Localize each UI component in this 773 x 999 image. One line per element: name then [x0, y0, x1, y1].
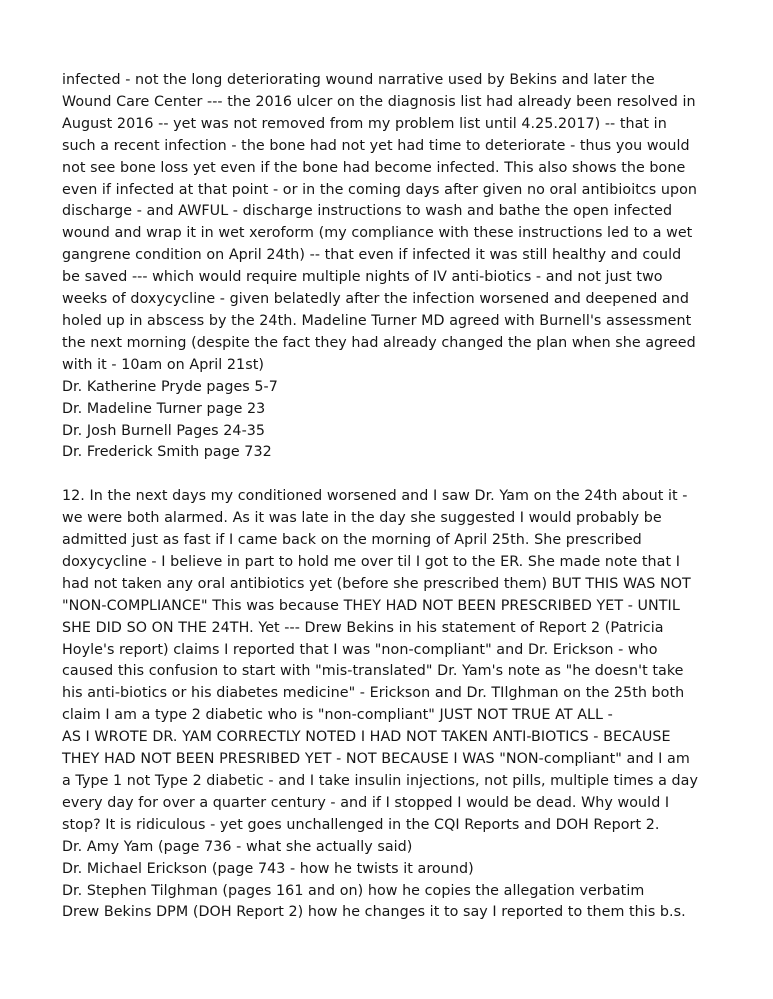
text-line: stop? It is ridiculous - yet goes unchallenged in the CQI Reports and DOH Report 2.	[62, 816, 660, 833]
text-line: caused this confusion to start with "mis-translated" Dr. Yam's note as "he doesn't take	[62, 663, 684, 680]
text-line: such a recent infection - the bone had not yet had time to deteriorate - thus you would	[62, 137, 690, 154]
text-line: be saved --- which would require multiple nights of IV anti-biotics - and not just two	[62, 269, 663, 286]
text-line: infected - not the long deteriorating wound narrative used by Bekins and later the	[62, 72, 655, 88]
text-line: not see bone loss yet even if the bone had become infected. This also shows the bone	[62, 159, 686, 176]
text-line: wound and wrap it in wet xeroform (my compliance with these instructions led to a wet	[62, 225, 693, 242]
reference-item: Dr. Katherine Pryde pages 5-7	[62, 378, 278, 395]
text-line: August 2016 -- yet was not removed from my problem list until 4.25.2017) -- that in	[62, 115, 667, 132]
text-line: with it - 10am on April 21st)	[62, 356, 264, 373]
paragraph-continuation	[62, 70, 710, 377]
text-line: the next morning (despite the fact they had already changed the plan when she agreed	[62, 334, 696, 351]
text-line: 12. In the next days my conditioned worsened and I saw Dr. Yam on the 24th about it -	[62, 488, 688, 505]
document-page	[62, 70, 710, 924]
reference-item: Drew Bekins DPM (DOH Report 2) how he changes it to say I reported to them this b.s.	[62, 904, 686, 921]
paragraph-spacer	[62, 464, 710, 486]
text-line: even if infected at that point - or in the coming days after given no oral antibioitcs upon	[62, 181, 698, 198]
reference-item: Dr. Stephen Tilghman (pages 161 and on) how he copies the allegation verbatim	[62, 882, 645, 899]
reference-item: Dr. Amy Yam (page 736 - what she actually said)	[62, 838, 413, 855]
text-line: Wound Care Center --- the 2016 ulcer on the diagnosis list had already been resolved in	[62, 93, 696, 110]
reference-list-1	[62, 377, 710, 465]
text-line: weeks of doxycycline - given belatedly after the infection worsened and deepened and	[62, 291, 690, 308]
text-line: had not taken any oral antibiotics yet (before she prescribed them) BUT THIS WAS NOT	[62, 575, 691, 592]
reference-item: Dr. Josh Burnell Pages 24-35	[62, 422, 266, 439]
reference-item: Dr. Frederick Smith page 732	[62, 444, 272, 461]
paragraph-12	[62, 486, 710, 837]
text-line: gangrene condition on April 24th) -- that even if infected it was still healthy and could	[62, 247, 682, 264]
text-line: holed up in abscess by the 24th. Madeline Turner MD agreed with Burnell's assessment	[62, 312, 692, 329]
text-line: Hoyle's report) claims I reported that I was "non-compliant" and Dr. Erickson - who	[62, 641, 658, 658]
reference-item: Dr. Michael Erickson (page 743 - how he twists it around)	[62, 860, 474, 877]
text-line: his anti-biotics or his diabetes medicine" - Erickson and Dr. TIlghman on the 25th both	[62, 685, 685, 702]
text-line: doxycycline - I believe in part to hold me over til I got to the ER. She made note that I	[62, 553, 681, 570]
text-line: "NON-COMPLIANCE" This was because THEY HAD NOT BEEN PRESCRIBED YET - UNTIL	[62, 597, 680, 614]
text-line: admitted just as fast if I came back on the morning of April 25th. She prescribed	[62, 532, 642, 549]
text-line: every day for over a quarter century - and if I stopped I would be dead. Why would I	[62, 794, 670, 811]
text-line: AS I WROTE DR. YAM CORRECTLY NOTED I HAD NOT TAKEN ANTI-BIOTICS - BECAUSE	[62, 729, 671, 746]
reference-item: Dr. Madeline Turner page 23	[62, 400, 266, 417]
text-line: claim I am a type 2 diabetic who is "non-compliant" JUST NOT TRUE AT ALL -	[62, 707, 613, 724]
text-line: a Type 1 not Type 2 diabetic - and I take insulin injections, not pills, multiple times a day	[62, 772, 698, 789]
reference-list-2	[62, 837, 710, 925]
text-line: SHE DID SO ON THE 24TH. Yet --- Drew Bekins in his statement of Report 2 (Patricia	[62, 619, 664, 636]
text-line: THEY HAD NOT BEEN PRESRIBED YET - NOT BECAUSE I WAS "NON-compliant" and I am	[62, 751, 690, 768]
text-line: discharge - and AWFUL - discharge instructions to wash and bathe the open infected	[62, 203, 673, 220]
text-line: we were both alarmed. As it was late in the day she suggested I would probably be	[62, 510, 662, 527]
